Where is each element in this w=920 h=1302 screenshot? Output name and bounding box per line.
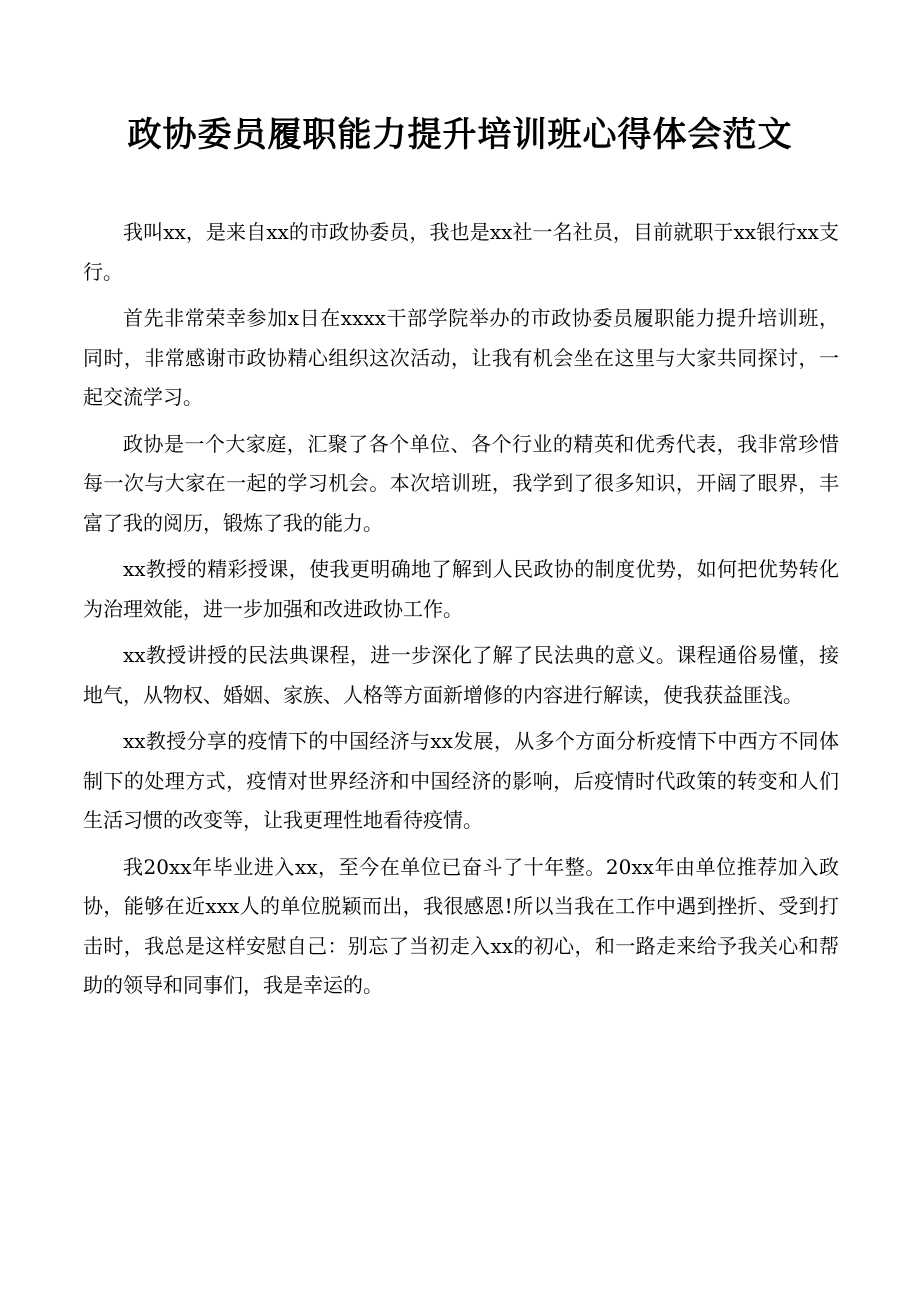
- document-body: [83, 213, 839, 1013]
- paragraph-1: 我叫xx，是来自xx的市政协委员，我也是xx社一名社员，目前就职于xx银行xx支行。: [83, 220, 839, 284]
- paragraph-4: xx教授的精彩授课，使我更明确地了解到人民政协的制度优势，如何把优势转化为治理效能，进一步加强和改进政协工作。: [83, 557, 839, 621]
- paragraph-6: xx教授分享的疫情下的中国经济与xx发展，从多个方面分析疫情下中西方不同体制下的处理方式，疫情对世界经济和中国经济的影响，后疫情时代政策的转变和人们生活习惯的改变等，让我更理性地看待疫情。: [83, 729, 839, 832]
- paragraph-3: 政协是一个大家庭，汇聚了各个单位、各个行业的精英和优秀代表，我非常珍惜每一次与大家在一起的学习机会。本次培训班，我学到了很多知识，开阔了眼界，丰富了我的阅历，锻炼了我的能力。: [83, 431, 839, 535]
- paragraph-5: xx教授讲授的民法典课程，进一步深化了解了民法典的意义。课程通俗易懂，接地气，从物权、婚姻、家族、人格等方面新增修的内容进行解读，使我获益匪浅。: [83, 643, 839, 707]
- document-title: 政协委员履职能力提升培训班心得体会范文: [127, 115, 793, 155]
- paragraph-2: 首先非常荣幸参加x日在xxxx干部学院举办的市政协委员履职能力提升培训班，同时，非常感谢市政协精心组织这次活动，让我有机会坐在这里与大家共同探讨，一起交流学习。: [83, 306, 839, 409]
- paragraph-7: 我20xx年毕业进入xx，至今在单位已奋斗了十年整。20xx年由单位推荐加入政协，能够在近xxx人的单位脱颖而出，我很感恩!所以当我在工作中遇到挫折、受到打击时，我总是这样安慰自己：别忘了当初走入xx的初心，和一路走来给予我关心和帮助的领导和同事们，我是幸运的。: [83, 854, 839, 997]
